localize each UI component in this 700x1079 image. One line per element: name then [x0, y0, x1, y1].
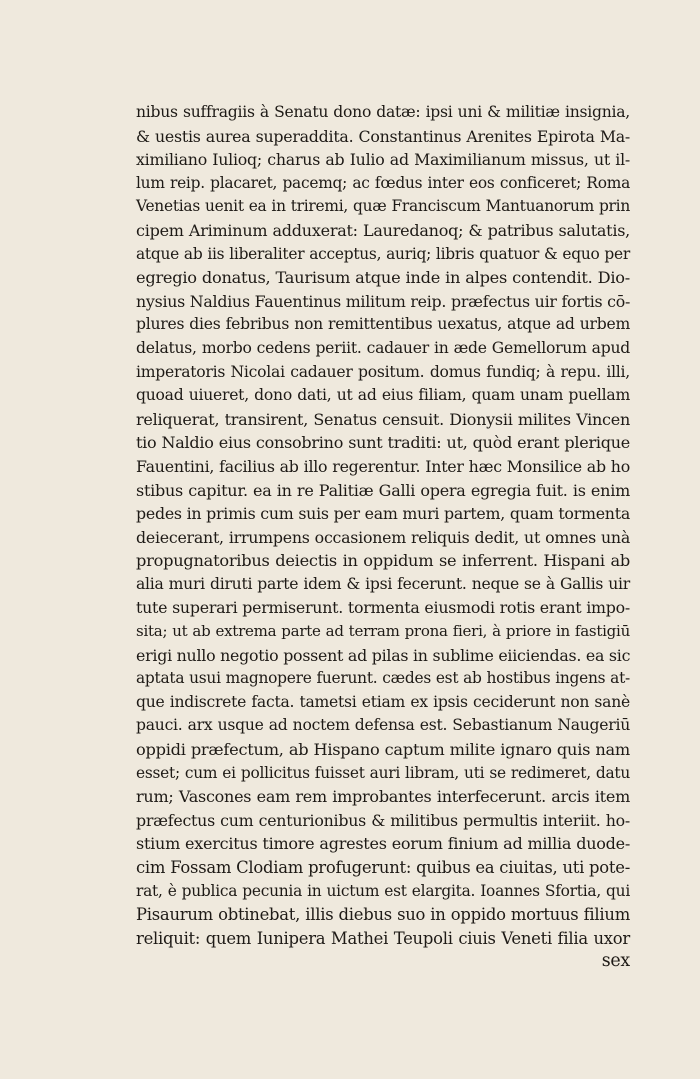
text-line: propugnatoribus deiectis in oppidum se inferrent. Hispani ab: [136, 551, 630, 571]
text-line: aptata usui magnopere fuerunt. cædes est ab hostibus ingens at-: [136, 669, 630, 688]
text-line: Venetias uenit ea in triremi, quæ Franciscum Mantuanorum prin: [136, 197, 630, 216]
text-line: tute superari permiserunt. tormenta eiusmodi rotis erant impo-: [136, 598, 630, 618]
text-line: nibus suffragiis à Senatu dono datæ: ipsi uni & militiæ insignia,: [136, 103, 630, 121]
text-line: rat, è publica pecunia in uictum est elargita. Ioannes Sfortia, qui: [136, 881, 630, 900]
text-line: tio Naldio eius consobrino sunt traditi: ut, quòd erant plerique: [136, 433, 630, 453]
text-line: & uestis aurea superaddita. Constantinus Arenites Epirota Ma-: [136, 126, 630, 146]
text-line: cim Fossam Clodiam profugerunt: quibus ea ciuitas, uti pote-: [136, 858, 630, 877]
text-line: stibus capitur. ea in re Palitiæ Galli opera egregia fuit. is enim: [136, 480, 630, 500]
text-line: stium exercitus timore agrestes eorum finium ad millia duode-: [136, 834, 630, 854]
text-block: [136, 101, 630, 974]
text-line: esset; cum ei pollicitus fuisset auri libram, uti se redimeret, datu: [136, 763, 630, 782]
text-line: nysius Naldius Fauentinus militum reip. præfectus uir fortis cō-: [136, 291, 631, 311]
text-line: pauci. arx usque ad noctem defensa est. Sebastianum Naugeriū: [136, 716, 630, 735]
text-line: alia muri diruti parte idem & ipsi fecerunt. neque se à Gallis uir: [136, 574, 630, 593]
text-line: reliquerat, transirent, Senatus censuit. Dionysii milites Vincen: [136, 409, 630, 429]
text-line: Pisaurum obtinebat, illis diebus suo in oppido mortuus filium: [136, 905, 630, 925]
text-line: plures dies febribus non remittentibus uexatus, atque ad urbem: [136, 315, 630, 334]
text-line: imperatoris Nicolai cadauer positum. domus fundiq; à repu. illi,: [136, 362, 630, 381]
text-line: quoad uiueret, dono dati, ut ad eius filiam, quam unam puellam: [136, 386, 630, 405]
catchword: sex: [601, 951, 630, 972]
text-line: reliquit: quem Iunipera Mathei Teupoli ciuis Veneti filia uxor: [136, 928, 630, 948]
text-line: erigi nullo negotio possent ad pilas in sublime eiiciendas. ea sic: [136, 645, 631, 665]
text-line: cipem Ariminum adduxerat: Lauredanoq; & patribus salutatis,: [136, 220, 630, 240]
text-line: oppidi præfectum, ab Hispano captum milite ignaro quis nam: [136, 740, 630, 760]
text-line: lum reip. placaret, pacemq; ac fœdus inter eos conficeret; Roma: [136, 173, 630, 192]
text-line: Fauentini, facilius ab illo regerentur. Inter hæc Monsilice ab ho: [136, 456, 630, 476]
text-line: præfectus cum centurionibus & militibus permultis interiit. ho-: [136, 810, 630, 830]
text-line: ximiliano Iulioq; charus ab Iulio ad Maximilianum missus, ut il-: [136, 150, 630, 170]
text-line: rum; Vascones eam rem improbantes interfecerunt. arcis item: [136, 787, 630, 807]
text-line: pedes in primis cum suis per eam muri partem, quam tormenta: [136, 504, 630, 524]
text-line: egregio donatus, Taurisum atque inde in alpes contendit. Dio-: [136, 268, 630, 288]
text-line: que indiscrete facta. tametsi etiam ex ipsis ceciderunt non sanè: [136, 692, 630, 711]
text-line: atque ab iis liberaliter acceptus, auriq; libris quatuor & equo per: [136, 244, 630, 263]
text-line: deiecerant, irrumpens occasionem reliquis dedit, ut omnes unà: [136, 527, 630, 547]
text-line: sita; ut ab extrema parte ad terram prona fieri, à priore in fastigiū: [136, 622, 630, 641]
text-line: delatus, morbo cedens periit. cadauer in æde Gemellorum apud: [136, 338, 630, 357]
